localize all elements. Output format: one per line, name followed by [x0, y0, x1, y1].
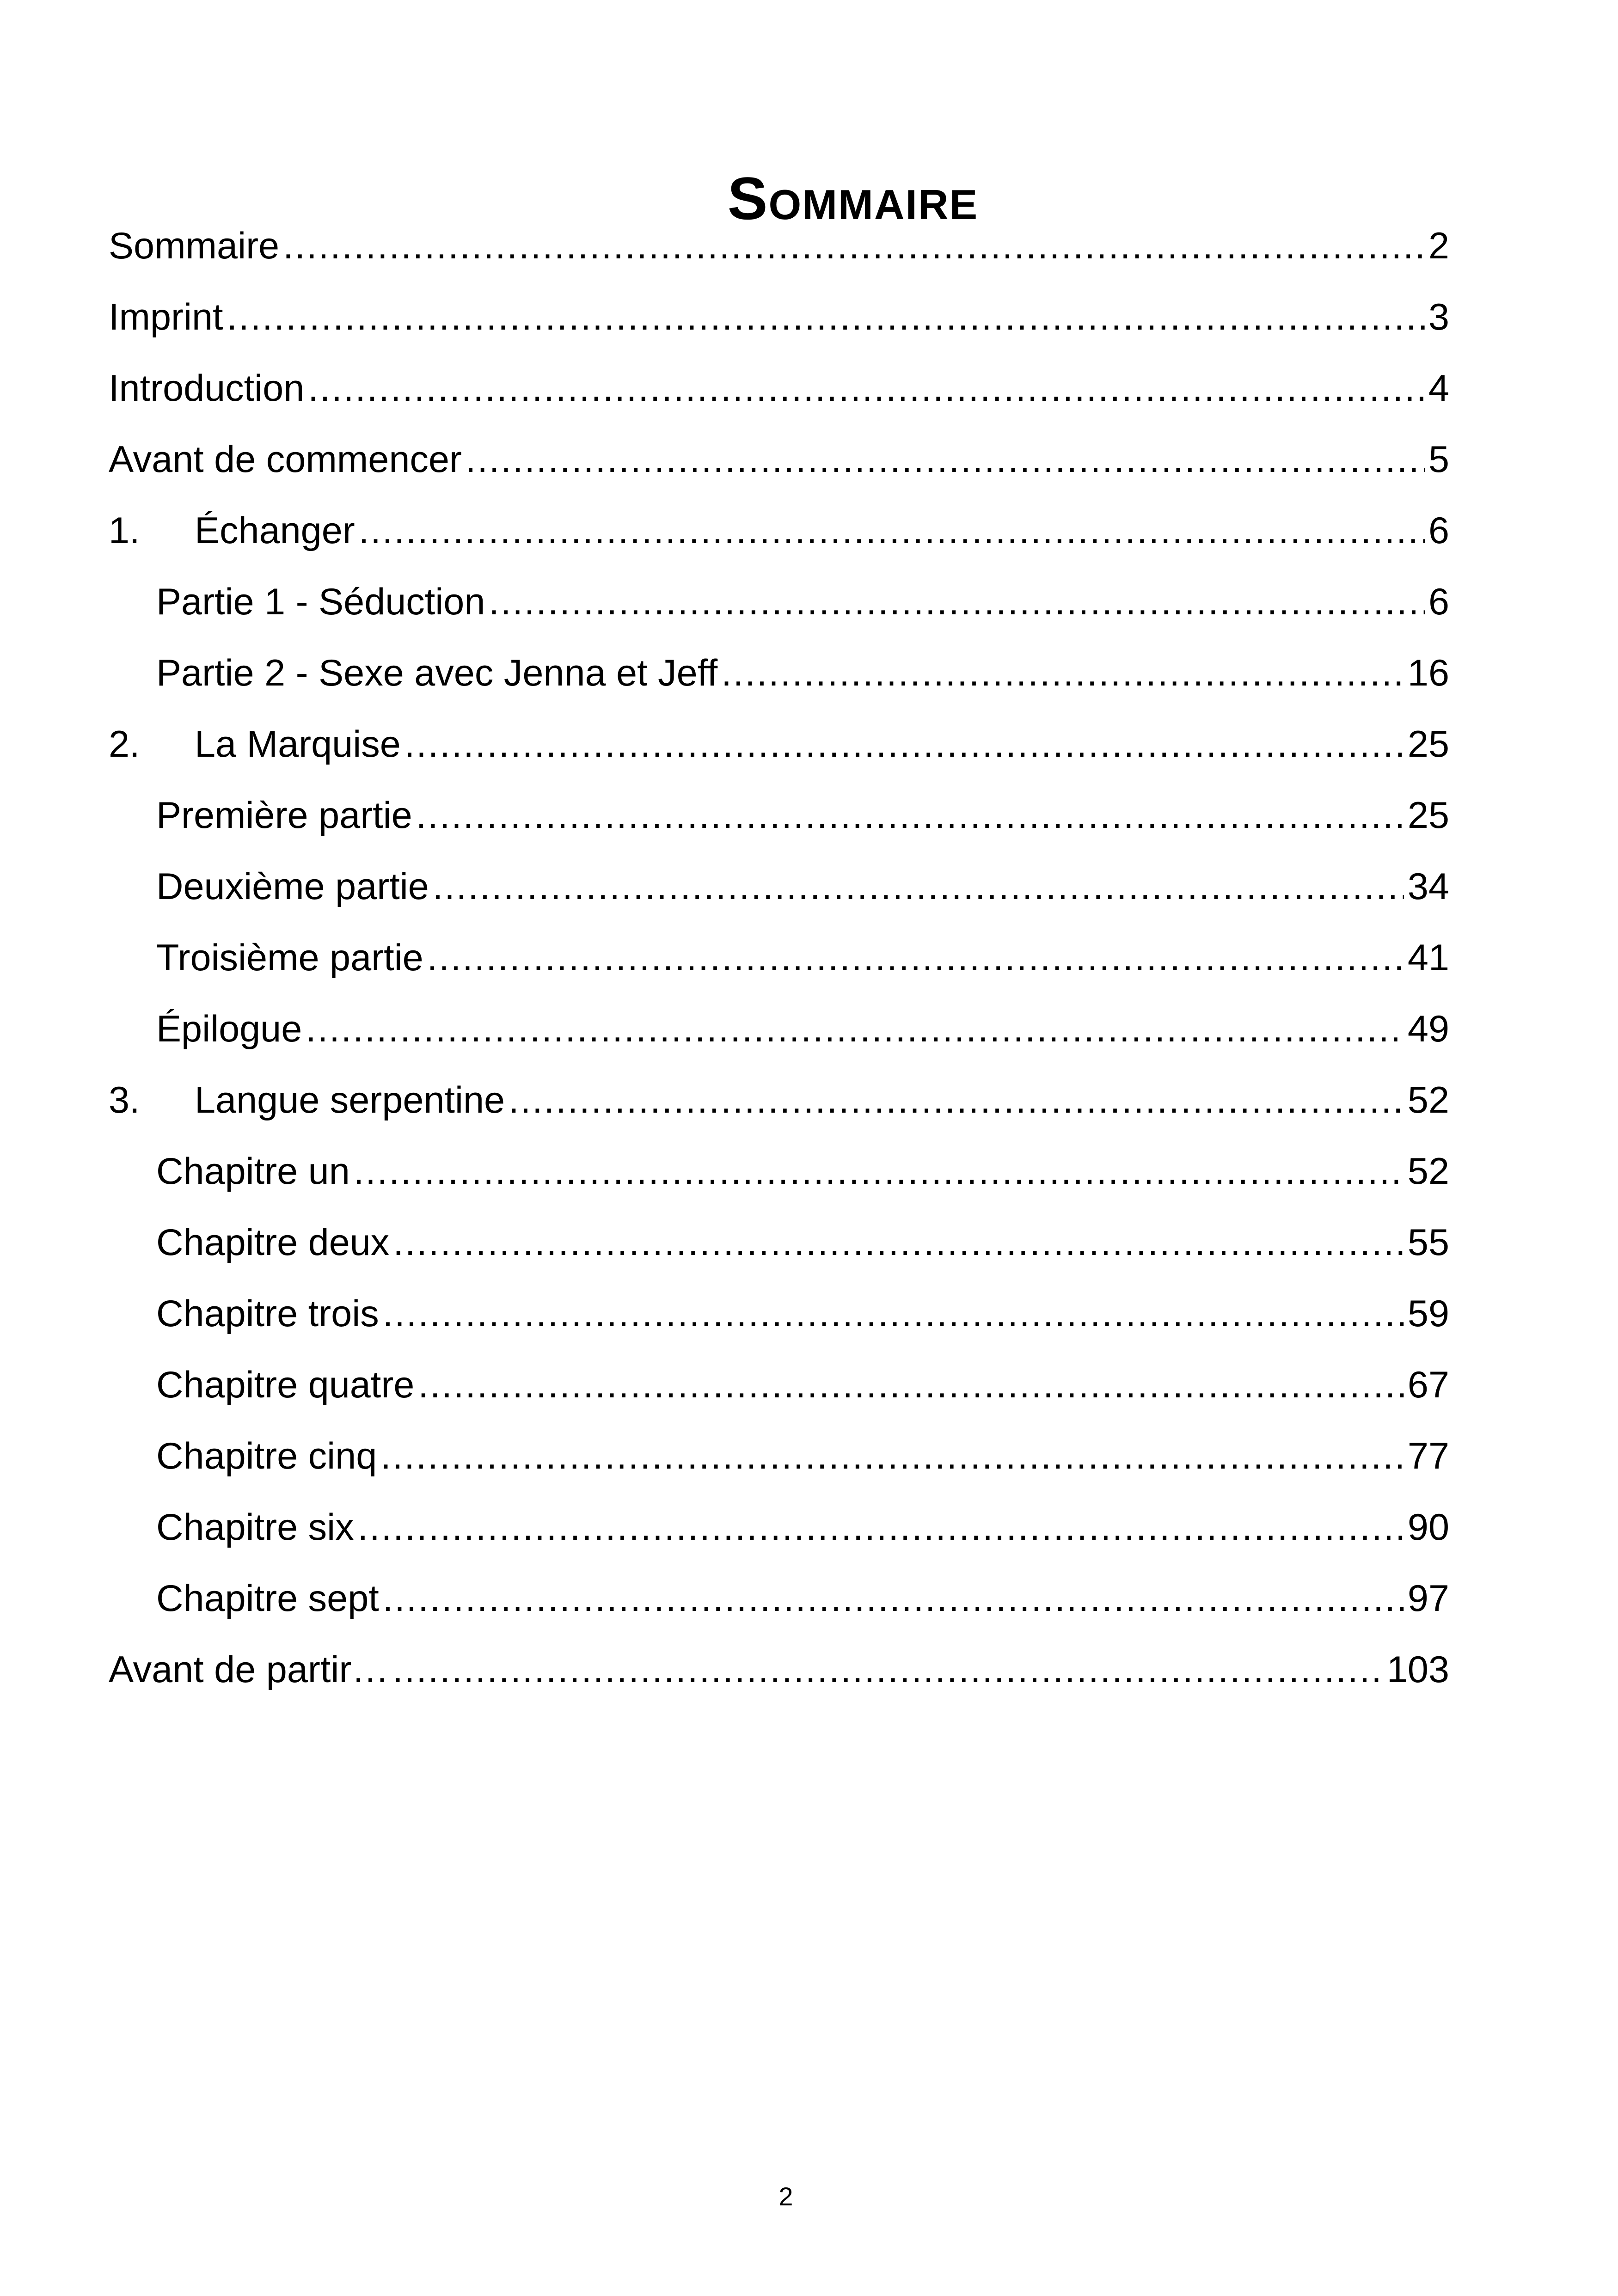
toc-entry-page: 90: [1407, 1506, 1449, 1548]
toc-dot-leader: [393, 1207, 1404, 1278]
toc-entry-page: 25: [1407, 723, 1449, 765]
toc-dot-leader: [383, 1278, 1404, 1349]
toc-entry-label: Échanger: [195, 510, 355, 551]
toc-entry[interactable]: [109, 210, 1449, 282]
toc-entry-label: Partie 1 - Séduction: [156, 581, 485, 623]
toc-entry-label: La Marquise: [195, 723, 401, 765]
toc-subentry[interactable]: [109, 1420, 1449, 1492]
toc-entry-label: Introduction: [109, 367, 305, 409]
toc-entry-page: 52: [1407, 1079, 1449, 1121]
toc-subentry[interactable]: [109, 1563, 1449, 1634]
toc-subentry[interactable]: [109, 851, 1449, 922]
toc-entry-page: 97: [1407, 1578, 1449, 1619]
toc-entry-label: Imprint: [109, 296, 223, 338]
toc-entry-page: 6: [1428, 581, 1449, 623]
toc-subentry[interactable]: [109, 566, 1449, 637]
toc-dot-leader: [392, 1634, 1383, 1705]
toc-entry[interactable]: [109, 282, 1449, 353]
page-title: Sommaire: [727, 165, 979, 233]
toc-dot-leader: [489, 566, 1425, 637]
toc-subentry[interactable]: [109, 1349, 1449, 1420]
toc-dot-leader: [721, 637, 1404, 709]
toc-entry-label: Chapitre quatre: [156, 1364, 415, 1406]
toc-entry-page: 2: [1428, 225, 1449, 267]
page-number: 2: [778, 2182, 793, 2211]
toc-dot-leader: [227, 282, 1425, 353]
toc-entry-page: 55: [1407, 1222, 1449, 1263]
toc-entry-page: 16: [1407, 652, 1449, 694]
toc-dot-leader: [433, 851, 1404, 922]
toc-dot-leader: [358, 1492, 1404, 1563]
toc-entry-page: 4: [1428, 367, 1449, 409]
toc-entry-number: 3.: [109, 1079, 140, 1121]
toc-subentry[interactable]: [109, 637, 1449, 709]
toc-entry-label: Première partie: [156, 795, 412, 836]
toc-dot-leader: [466, 424, 1425, 495]
toc-entry-number: 1.: [109, 510, 140, 551]
toc-entry-label: Chapitre un: [156, 1151, 350, 1192]
toc-entry-page: 25: [1407, 795, 1449, 836]
toc-entry-label: Chapitre six: [156, 1506, 354, 1548]
toc-dot-leader: [418, 1349, 1404, 1420]
toc-entry[interactable]: [109, 424, 1449, 495]
toc-dot-leader: [380, 1420, 1404, 1492]
toc-entry-page: 59: [1407, 1293, 1449, 1335]
toc-entry-number: 2.: [109, 723, 140, 765]
toc-dot-leader: [416, 780, 1404, 851]
toc-entry-page: 3: [1428, 296, 1449, 338]
toc-dot-leader: [383, 1563, 1404, 1634]
toc-entry-label: Chapitre sept: [156, 1578, 379, 1619]
toc-dot-leader: [427, 922, 1404, 993]
toc-entry[interactable]: [109, 1634, 1449, 1705]
toc-subentry[interactable]: [109, 922, 1449, 993]
toc-dot-leader: [306, 993, 1404, 1065]
toc-entry[interactable]: [109, 709, 1449, 780]
toc-entry-page: 34: [1407, 866, 1449, 907]
toc-entry-label: Partie 2 - Sexe avec Jenna et Jeff: [156, 652, 718, 694]
toc-entry-label: Sommaire: [109, 225, 280, 267]
toc-dot-leader: [308, 353, 1425, 424]
toc-entry-label: Chapitre trois: [156, 1293, 379, 1335]
toc-entry-label: Avant de partir…: [109, 1649, 389, 1690]
toc-subentry[interactable]: [109, 993, 1449, 1065]
toc-entry[interactable]: [109, 353, 1449, 424]
toc-entry-page: 41: [1407, 937, 1449, 979]
toc-subentry[interactable]: [109, 1278, 1449, 1349]
toc-entry-label: Avant de commencer: [109, 439, 462, 480]
toc-dot-leader: [354, 1136, 1404, 1207]
toc-entry-page: 6: [1428, 510, 1449, 551]
toc-dot-leader: [404, 709, 1404, 780]
toc-entry-label: Chapitre cinq: [156, 1435, 377, 1477]
toc-entry-label: Chapitre deux: [156, 1222, 390, 1263]
toc-subentry[interactable]: [109, 1492, 1449, 1563]
toc-entry-page: 5: [1428, 439, 1449, 480]
toc-entry-page: 52: [1407, 1151, 1449, 1192]
toc-dot-leader: [509, 1065, 1404, 1136]
toc-dot-leader: [359, 495, 1425, 566]
toc-entry-page: 77: [1407, 1435, 1449, 1477]
toc-entry-label: Troisième partie: [156, 937, 423, 979]
toc-subentry[interactable]: [109, 1136, 1449, 1207]
toc-entry[interactable]: [109, 1065, 1449, 1136]
table-of-contents: [109, 210, 1449, 1705]
toc-entry-page: 49: [1407, 1008, 1449, 1050]
toc-subentry[interactable]: [109, 780, 1449, 851]
toc-entry[interactable]: [109, 495, 1449, 566]
toc-entry-label: Deuxième partie: [156, 866, 429, 907]
toc-subentry[interactable]: [109, 1207, 1449, 1278]
toc-entry-page: 103: [1386, 1649, 1449, 1690]
toc-entry-page: 67: [1407, 1364, 1449, 1406]
toc-entry-label: Langue serpentine: [195, 1079, 505, 1121]
toc-entry-label: Épilogue: [156, 1008, 302, 1050]
toc-dot-leader: [283, 210, 1425, 282]
